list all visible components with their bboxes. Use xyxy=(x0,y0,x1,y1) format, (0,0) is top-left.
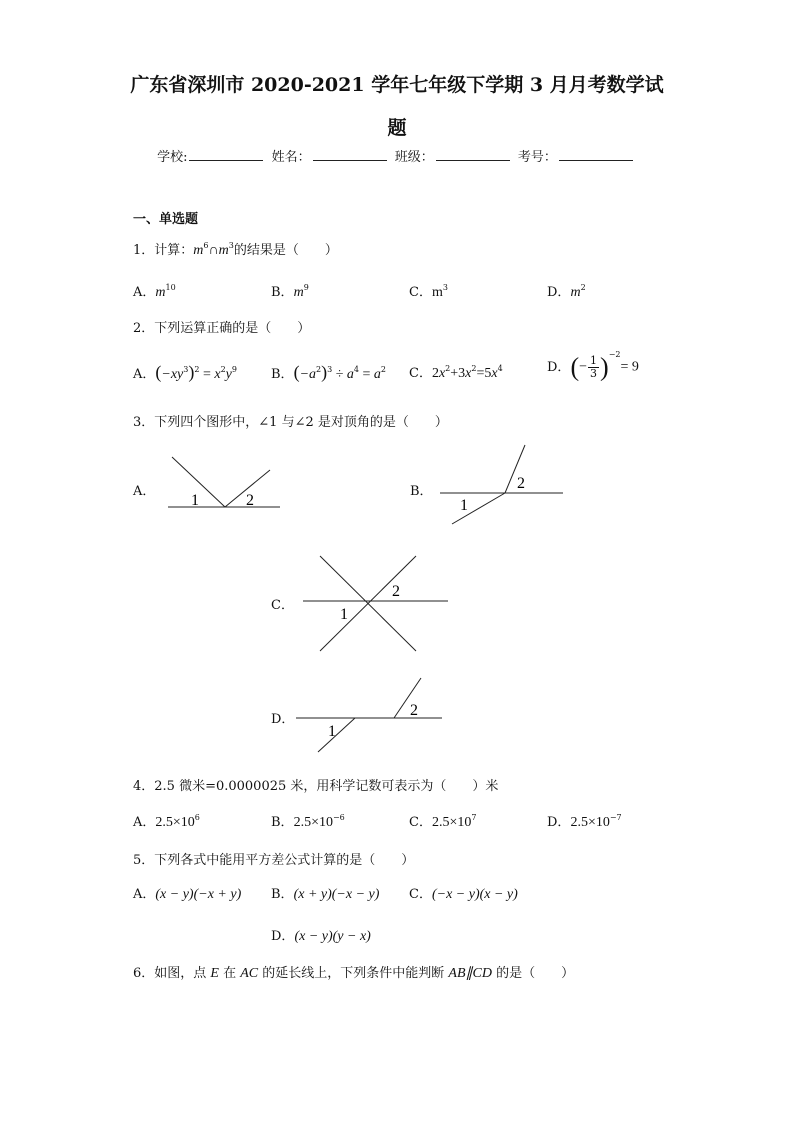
class-label: 班级： xyxy=(394,150,434,165)
q3-option-c-label: C． xyxy=(271,598,294,613)
q1-base-m2: m xyxy=(218,243,229,258)
parallel-ab-cd: AB∥CD xyxy=(448,966,492,981)
fraction: $\frac{1}{3}$ xyxy=(590,354,598,380)
q6-text: 的延长线上，下列条件中能判断 xyxy=(258,966,449,981)
question-1 xyxy=(133,239,338,259)
school-blank xyxy=(189,147,263,161)
option-base: m xyxy=(155,285,166,300)
q3-option-b-label: B． xyxy=(410,484,433,499)
angle-1-label: 1 xyxy=(191,492,199,509)
q6-text: 在 xyxy=(218,966,241,981)
option-exp: 3 xyxy=(442,283,448,292)
school-label: 学校: xyxy=(157,150,188,165)
q6-text: 的是（ ） xyxy=(491,966,575,981)
q2-option-c: C．$2x^2+3x^2=5x^4$ xyxy=(409,364,503,381)
q1-option-a xyxy=(133,281,176,301)
q1-base-m: m xyxy=(193,243,204,258)
option-label: D． xyxy=(271,929,295,944)
option-base: m xyxy=(570,285,581,300)
option-label: C． xyxy=(409,887,432,902)
angle-1-label: 1 xyxy=(340,606,348,623)
q2-option-a: A．$(-xy^3)^2 = x^2y^9$ xyxy=(133,362,237,382)
q4-option-c xyxy=(409,811,476,831)
name-blank xyxy=(313,147,387,161)
option-label: B． xyxy=(271,815,294,830)
q1-suffix: 的结果是（ ） xyxy=(233,243,338,258)
option-exp: −6 xyxy=(332,813,345,822)
option-exp: 2 xyxy=(580,283,586,292)
option-label: A． xyxy=(133,815,156,830)
option-exp: 6 xyxy=(194,813,200,822)
page-title: 广东省深圳市 2020-2021 学年七年级下学期 3 月月考数学试 xyxy=(130,74,664,96)
q2-option-b: B．$(-a^2)^3 \div a^4 = a^2$ xyxy=(271,362,386,382)
q3-figure-d xyxy=(293,670,448,760)
q5-option-b xyxy=(271,883,379,903)
option-expr: (−x − y)(x − y) xyxy=(431,887,518,902)
option-label: C． xyxy=(409,815,432,830)
student-info-line xyxy=(0,146,794,165)
option-base: m xyxy=(293,285,304,300)
q1-exp-6: 6 xyxy=(203,241,209,250)
option-label: D． xyxy=(547,285,571,300)
option-label: B． xyxy=(271,285,294,300)
option-exp: −7 xyxy=(609,813,622,822)
line-ac: AC xyxy=(240,966,259,981)
q4-option-a xyxy=(133,811,200,831)
section-title: 一、单选题 xyxy=(133,212,199,227)
q1-option-b xyxy=(271,281,309,301)
option-expr: (x − y)(−x + y) xyxy=(155,887,242,902)
option-label: B． xyxy=(271,367,294,382)
option-label: A． xyxy=(133,887,156,902)
angle-2-label: 2 xyxy=(410,702,418,719)
angle-2-label: 2 xyxy=(517,475,525,492)
option-label: A． xyxy=(133,367,156,382)
option-label: D． xyxy=(547,815,571,830)
q1-operator: ∩ xyxy=(208,243,219,258)
angle-1-label: 1 xyxy=(460,497,468,514)
option-label: C． xyxy=(409,285,432,300)
option-exp: 9 xyxy=(303,283,309,292)
q3-figure-b xyxy=(435,440,570,530)
angle-1-label: 1 xyxy=(328,723,336,740)
q3-figure-a xyxy=(160,450,290,520)
option-expr: (x − y)(y − x) xyxy=(294,929,371,944)
angle-2-label: 2 xyxy=(392,583,400,600)
q3-figure-c xyxy=(298,552,453,657)
q3-option-a-label: A． xyxy=(133,484,156,499)
option-base: m xyxy=(431,285,443,300)
page-title-continued: 题 xyxy=(387,117,407,139)
q1-option-d xyxy=(547,281,586,301)
point-e: E xyxy=(210,966,219,981)
option-label: B． xyxy=(271,887,294,902)
question-2: 2．下列运算正确的是（ ） xyxy=(133,321,311,336)
q5-option-d xyxy=(271,925,371,945)
option-label: D． xyxy=(547,360,571,375)
q1-option-c xyxy=(409,281,448,301)
option-label: A． xyxy=(133,285,156,300)
option-exp: 10 xyxy=(165,283,176,292)
q5-option-c xyxy=(409,883,518,903)
q1-prefix: 1．计算： xyxy=(133,243,194,258)
name-label: 姓名： xyxy=(271,150,311,165)
question-6 xyxy=(133,962,574,982)
question-4: 4．2.5 微米=0.0000025 米，用科学记数可表示为（ ）米 xyxy=(133,779,499,794)
id-label: 考号： xyxy=(517,150,557,165)
q3-option-d-label: D． xyxy=(271,712,295,727)
angle-2-label: 2 xyxy=(246,492,254,509)
q4-option-d xyxy=(547,811,622,831)
option-exp: 7 xyxy=(471,813,477,822)
class-blank xyxy=(436,147,510,161)
question-5: 5．下列各式中能用平方差公式计算的是（ ） xyxy=(133,853,415,868)
option-label: C． xyxy=(409,366,432,381)
q2-option-d: D．(− $\frac{1}{3}$ )$^{-2}$= 9 xyxy=(547,350,639,382)
option-base: 2.5×10 xyxy=(431,815,472,830)
q6-text: 6．如图，点 xyxy=(133,966,211,981)
option-base: 2.5×10 xyxy=(155,815,195,830)
option-base: 2.5×10 xyxy=(570,815,610,830)
question-3: 3．下列四个图形中，∠1 与∠2 是对顶角的是（ ） xyxy=(133,415,448,430)
q5-option-a xyxy=(133,883,241,903)
q1-exp-3: 3 xyxy=(228,241,234,250)
option-expr: (x + y)(−x − y) xyxy=(293,887,380,902)
option-base: 2.5×10 xyxy=(293,815,333,830)
id-blank xyxy=(559,147,633,161)
q4-option-b xyxy=(271,811,345,831)
